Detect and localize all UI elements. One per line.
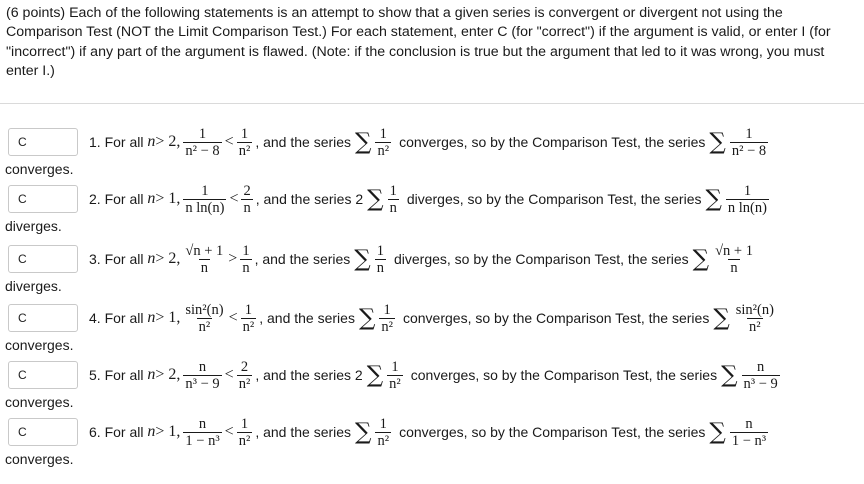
conclusion-text: converges. (5, 337, 74, 353)
statement-text: 3. For all n > 2, $\frac{√n + 1}{n}$ > $\frac{1}{n}$ , and the series ∑ $\frac{1}{n}$ diverges, so by the Comparison Test, the series ∑ $\frac{√n + 1}{n}$ (89, 242, 753, 276)
answer-input-4[interactable] (8, 304, 78, 332)
answer-input-3[interactable] (8, 245, 78, 273)
fraction: $\frac{1}{\text{n²}}$ (377, 415, 390, 449)
fraction: $\frac{1}{\text{n²}}$ (238, 415, 251, 449)
fraction: $\frac{1}{\text{n²}}$ (389, 358, 401, 392)
fraction: $\frac{\text{sin²(n)}}{\text{n²}}$ (185, 301, 224, 335)
fraction: $\frac{n}{\text{1 − n³}}$ (731, 415, 767, 449)
fraction: $\frac{n}{\text{1 − n³}}$ (185, 415, 220, 449)
sigma-symbol: ∑ (358, 304, 376, 331)
fraction: $\frac{1}{\text{n²}}$ (381, 301, 393, 335)
sigma-symbol: ∑ (705, 185, 722, 212)
conclusion-text: converges. (5, 451, 74, 467)
fraction: $\frac{1}{\text{n²}}$ (242, 301, 255, 335)
fraction: $\frac{1}{n}$ (376, 242, 384, 276)
fraction: $\frac{n}{\text{n³ − 9}}$ (185, 358, 220, 392)
fraction: $\frac{1}{\text{n² − 8}}$ (185, 125, 220, 159)
problem-instructions: (6 points) Each of the following statements is an attempt to show that a given series is convergent or divergent not using the Comparison Test (NOT the Limit Comparison Test.) For each statement, enter C (for "correct") if the argument is valid, or enter I (for "incorrect") if any part of the argument is flawed. (Note: if the conclusion is true but the argument that led to it was wrong, you must enter I.) (6, 5, 831, 79)
sigma-symbol: ∑ (692, 245, 710, 272)
statement-text: 6. For all n > 1, $\frac{n}{\text{1 − n³}}$ < $\frac{1}{\text{n²}}$ , and the series ∑ $\frac{1}{\text{n²}}$ converges, so by the Comparison Test, the series ∑ $\frac{n}{\text{1 − n³}}$ (89, 415, 767, 449)
conclusion-text: converges. (5, 161, 74, 177)
conclusion-text: converges. (5, 394, 74, 410)
sigma-symbol: ∑ (713, 304, 730, 331)
sigma-symbol: ∑ (721, 361, 738, 388)
answer-input-2[interactable] (8, 185, 78, 213)
divider (0, 103, 864, 104)
fraction: $\frac{2}{n}$ (243, 182, 251, 216)
fraction: $\frac{1}{n}$ (242, 242, 250, 276)
statement-text: 5. For all n > 2, $\frac{n}{\text{n³ − 9}}$ < $\frac{2}{\text{n²}}$ , and the series 2 ∑ $\frac{1}{\text{n²}}$ converges, so by the Comparison Test, the series ∑ $\frac{n}{\text{n³ − 9}}$ (89, 358, 778, 392)
statement-text: 1. For all n > 2, $\frac{1}{\text{n² − 8}}$ < $\frac{1}{\text{n²}}$ , and the series ∑ $\frac{1}{\text{n²}}$ converges, so by the Comparison Test, the series ∑ $\frac{1}{\text{n² − 8}}$ (89, 125, 767, 159)
fraction: $\frac{1}{\text{n ln(n)}}$ (185, 182, 225, 216)
fraction: $\frac{\text{sin²(n)}}{\text{n²}}$ (735, 301, 774, 335)
fraction: $\frac{n}{\text{n³ − 9}}$ (743, 358, 778, 392)
sigma-symbol: ∑ (709, 128, 726, 155)
fraction: $\frac{1}{\text{n²}}$ (377, 125, 390, 159)
answer-input-5[interactable] (8, 361, 78, 389)
sigma-symbol: ∑ (354, 245, 371, 272)
fraction: $\frac{1}{\text{n ln(n)}}$ (727, 182, 767, 216)
sigma-symbol: ∑ (709, 418, 726, 445)
sigma-symbol: ∑ (366, 361, 384, 388)
fraction: $\frac{1}{\text{n² − 8}}$ (731, 125, 767, 159)
fraction: $\frac{1}{n}$ (389, 182, 397, 216)
statement-text: 4. For all n > 1, $\frac{\text{sin²(n)}}{\text{n²}}$ < $\frac{1}{\text{n²}}$ , and the series ∑ $\frac{1}{\text{n²}}$ converges, so by the Comparison Test, the series ∑ $\frac{\text{sin²(n)}}{\text{n²}}$ (89, 301, 774, 335)
answer-input-1[interactable] (8, 128, 78, 156)
sigma-symbol: ∑ (367, 185, 384, 212)
conclusion-text: diverges. (5, 278, 62, 294)
fraction: $\frac{2}{\text{n²}}$ (238, 358, 251, 392)
fraction: $\frac{√n + 1}{n}$ (715, 242, 753, 276)
sigma-symbol: ∑ (355, 418, 372, 445)
conclusion-text: diverges. (5, 218, 62, 234)
statement-text: 2. For all n > 1, $\frac{1}{\text{n ln(n)}}$ < $\frac{2}{n}$ , and the series 2 ∑ $\frac{1}{n}$ diverges, so by the Comparison Test, the series ∑ $\frac{1}{\text{n ln(n)}}$ (89, 182, 767, 216)
fraction: $\frac{1}{\text{n²}}$ (238, 125, 251, 159)
answer-input-6[interactable] (8, 418, 78, 446)
fraction: $\frac{√n + 1}{n}$ (185, 242, 224, 276)
sigma-symbol: ∑ (355, 128, 372, 155)
